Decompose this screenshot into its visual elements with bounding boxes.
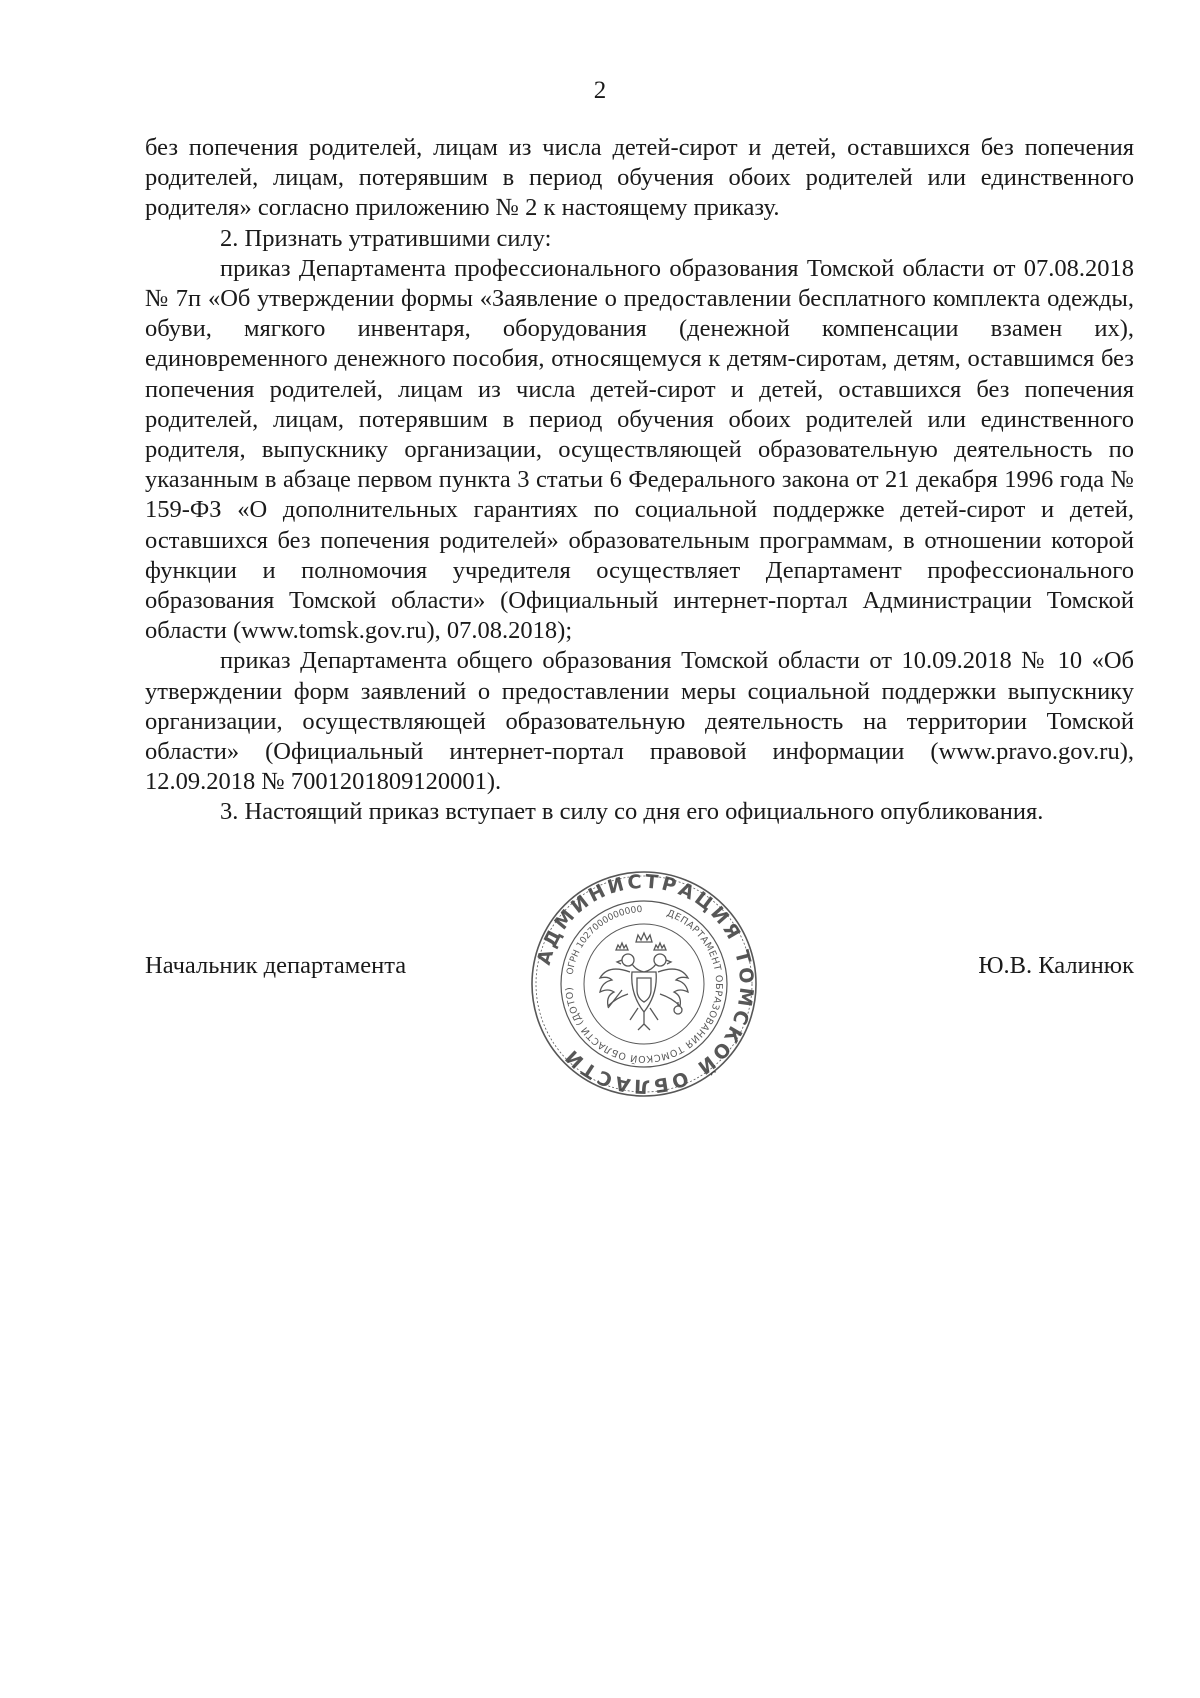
coat-of-arms-icon — [600, 933, 688, 1030]
stamp-ogrn-text: ОГРН 1027000000000 — [565, 904, 643, 976]
paragraph-item-3: 3. Настоящий приказ вступает в силу со дня его официального опубликования. — [220, 798, 1044, 826]
paragraph-order-general-education: приказ Департамента общего образования Томской области от 10.09.2018 № 10 «Об утверждении форм заявлений о предоставлении меры социальной поддержки выпускнику организации, осуществляющей образовательную деятельность на территории Томской области» (Официальный интернет-портал правовой информации (www.pravo.gov.ru), 12.09.2018 № 7001201809120001). — [145, 647, 1134, 796]
signer-position: Начальник департамента — [145, 952, 407, 979]
stamp-outer-text: АДМИНИСТРАЦИЯ ТОМСКОЙ ОБЛАСТИ — [532, 870, 758, 1098]
signer-name: Ю.В. Калинюк — [978, 952, 1134, 979]
paragraph-continuation: без попечения родителей, лицам из числа детей-сирот и детей, оставшихся без попечения родителей, лицам, потерявшим в период обучения обоих родителей или единственного родителя» согласно приложению № 2 к настоящему приказу. — [145, 134, 1134, 222]
official-seal-stamp — [528, 868, 760, 1100]
document-body — [145, 133, 1134, 828]
paragraph-item-2: 2. Признать утратившими силу: — [220, 224, 552, 252]
stamp-inner-text: ДЕПАРТАМЕНТ ОБРАЗОВАНИЯ ТОМСКОЙ ОБЛАСТИ (ДОТО) — [564, 907, 725, 1065]
page-number: 2 — [593, 77, 607, 104]
paragraph-order-prof-education: приказ Департамента профессионального образования Томской области от 07.08.2018 № 7п «Об утверждении формы «Заявление о предоставлении бесплатного комплекта одежды, обуви, мягкого инвентаря, оборудования (денежной компенсации взамен их), единовременного денежного пособия, относящемуся к детям-сиротам, детям, оставшимся без попечения родителей, лицам из числа детей-сирот и детей, оставшихся без попечения родителей, лицам, потерявшим в период обучения обоих родителей или единственного родителя, выпускнику организации, осуществляющей образовательную деятельность по указанным в абзаце первом пункта 3 статьи 6 Федерального закона от 21 декабря 1996 года № 159-ФЗ «О дополнительных гарантиях по социальной поддержке детей-сирот и детей, оставшихся без попечения родителей» образовательным программам, в отношении которой функции и полномочия учредителя осуществляет Департамент профессионального образования Томской области» (Официальный интернет-портал Администрации Томской области (www.tomsk.gov.ru), 07.08.2018); — [145, 254, 1134, 645]
